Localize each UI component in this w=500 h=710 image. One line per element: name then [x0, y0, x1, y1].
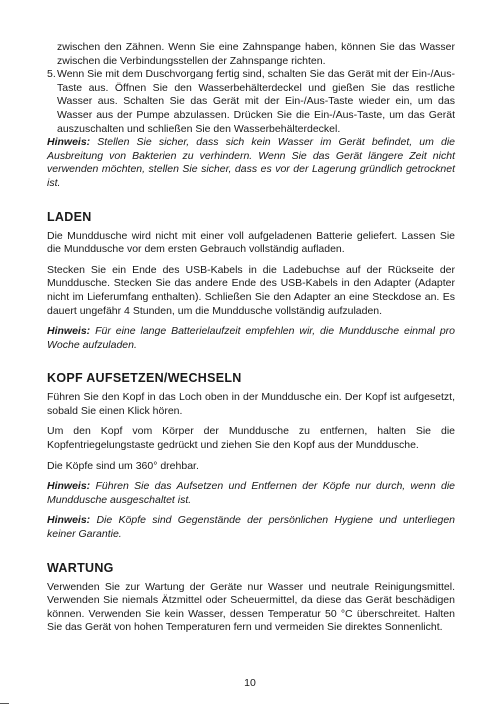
hint-hygiene	[47, 136, 455, 190]
page-number: 10	[244, 677, 256, 689]
laden-paragraph-2: Stecken Sie ein Ende des USB-Kabels in die Ladebuchse auf der Rückseite der Munddusche. Stecken Sie das andere Ende des USB-Kabels in den Adapter (Adapter nicht im Lieferumfang enthalten). Schließen Sie den Adapter an eine Steckdose an. Es dauert ungefähr 4 Stunden, um die Munddusche vollständig aufzuladen.	[47, 263, 455, 317]
crop-mark	[0, 703, 9, 704]
list-item-step-5	[47, 68, 455, 136]
list-text: Wenn Sie mit dem Duschvorgang fertig sind, schalten Sie das Gerät mit der Ein-/Aus-Taste aus. Öffnen Sie den Wasserbehälterdeckel und gießen Sie das restliche Wasser aus. Schalten Sie das Gerät mit der Ein-/Aus-Taste wieder ein, um das Wasser aus der Pumpe abzulassen. Drücken Sie die Ein-/Aus-Taste, um das Gerät auszuschalten und schließen Sie den Wasserbehälterdeckel.	[57, 68, 455, 135]
hint-label: Hinweis:	[47, 325, 91, 338]
heading-laden: LADEN	[47, 209, 92, 224]
laden-hint	[47, 325, 455, 352]
kopf-hint-1	[47, 480, 455, 507]
intro-continuation: zwischen den Zähnen. Wenn Sie eine Zahnspange haben, können Sie das Wasser zwischen die Verbindungsstellen der Zahnspange richten.	[57, 41, 455, 67]
hint-text: Für eine lange Batterielaufzeit empfehlen wir, die Munddusche einmal pro Woche aufzuladen.	[47, 325, 455, 351]
hint-text: Die Köpfe sind Gegenstände der persönlichen Hygiene und unterliegen keiner Garantie.	[47, 514, 455, 541]
hint-text: Stellen Sie sicher, dass sich kein Wasser im Gerät befindet, um die Ausbreitung von Bakterien zu verhindern. Wenn Sie das Gerät längere Zeit nicht verwenden möchten, stellen Sie sicher, dass es vor der Lagerung gründlich getrocknet ist.	[47, 136, 455, 189]
kopf-paragraph-2: Um den Kopf vom Körper der Munddusche zu entfernen, halten Sie die Kopfentriegelungstaste gedrückt und ziehen Sie den Kopf aus der Munddusche.	[47, 425, 455, 452]
kopf-hint-2	[47, 514, 455, 541]
hint-label: Hinweis:	[47, 480, 91, 493]
hint-label: Hinweis:	[47, 136, 91, 149]
laden-paragraph-1: Die Munddusche wird nicht mit einer voll aufgeladenen Batterie geliefert. Lassen Sie die Munddusche vor dem ersten Gebrauch vollständig aufladen.	[47, 229, 455, 256]
heading-kopf: KOPF AUFSETZEN/WECHSELN	[47, 371, 242, 386]
list-number: 5.	[47, 68, 56, 81]
kopf-paragraph-3: Die Köpfe sind um 360° drehbar.	[47, 459, 199, 472]
hint-label: Hinweis:	[47, 514, 91, 527]
hint-text: Führen Sie das Aufsetzen und Entfernen der Köpfe nur durch, wenn die Munddusche ausgeschaltet ist.	[47, 480, 455, 506]
document-page	[47, 0, 455, 635]
wartung-paragraph-1: Verwenden Sie zur Wartung der Geräte nur Wasser und neutrale Reinigungsmittel. Verwenden Sie niemals Ätzmittel oder Scheuermittel, da diese das Gerät beschädigen können. Verwenden Sie kein Wasser, dessen Temperatur 50 °C überschreitet. Halten Sie das Gerät von hohen Temperaturen fern und vermeiden Sie direktes Sonnenlicht.	[47, 580, 455, 634]
heading-wartung: WARTUNG	[47, 560, 114, 575]
kopf-paragraph-1: Führen Sie den Kopf in das Loch oben in der Munddusche ein. Der Kopf ist aufgesetzt, sobald Sie einen Klick hören.	[47, 391, 455, 417]
